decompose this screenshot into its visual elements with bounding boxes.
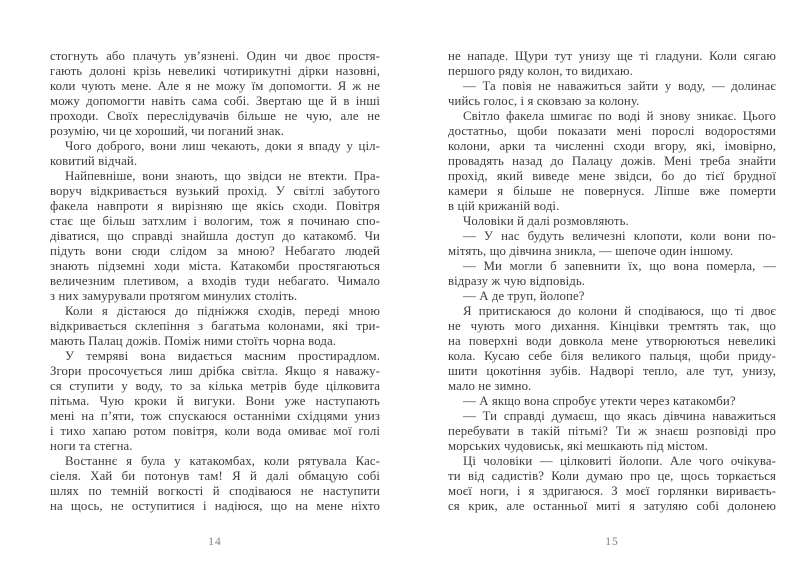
paragraph bbox=[448, 49, 776, 79]
paragraph bbox=[50, 454, 380, 514]
text-line: Востаннє я була у катакомбах, коли рятувала Кас- bbox=[65, 454, 380, 468]
text-line: факела навпроти я вирізняю ще якісь сходи. Повітря bbox=[50, 199, 380, 213]
text-line: Згори просочується лиш дрібка світла. Якщо я наважу- bbox=[50, 364, 380, 378]
paragraph bbox=[50, 49, 380, 139]
text-line: — У нас будуть величезні клопоти, коли вони по- bbox=[463, 229, 776, 243]
paragraph bbox=[50, 139, 380, 169]
text-line: проходи. Своїх переслідувачів більше не чую, але не bbox=[50, 109, 380, 123]
text-line: кола. Кусаю себе біля великого пальця, щоби приду- bbox=[448, 349, 776, 363]
text-line: мало не зимно. bbox=[448, 379, 532, 393]
text-line: Чого доброго, вони лиш чекають, доки я впаду у ціл- bbox=[65, 139, 380, 153]
book-page-left-text bbox=[50, 49, 380, 514]
text-line: Найпевніше, вони знають, що звідси не втекти. Пра- bbox=[65, 169, 380, 183]
text-line: ся ступити у воду, то за кілька метрів буде цілковита bbox=[50, 379, 380, 393]
paragraph bbox=[448, 109, 776, 214]
text-line: в цій крижаній воді. bbox=[448, 199, 560, 213]
text-line: Ці чоловіки — цілковиті йолопи. Але чого очікува- bbox=[463, 454, 776, 468]
text-line: — Ти справді думаєш, що якась дівчина наважиться bbox=[463, 409, 776, 423]
text-line: Світло факела шмигає по воді й знову зникає. Цього bbox=[463, 109, 776, 123]
page-number-right: 15 bbox=[605, 536, 619, 548]
text-line: знають підземні ходи міста. Катакомби простягаються bbox=[50, 259, 380, 273]
book-page-right-text bbox=[448, 49, 776, 514]
paragraph bbox=[448, 304, 776, 394]
text-line: ноги та стегна. bbox=[50, 439, 133, 453]
text-line: мають Палац дожів. Поміж ними стоїть чорна вода. bbox=[50, 334, 337, 348]
text-line: моєї ноги, і я здригаюся. З моєї горлянки вириваєть- bbox=[448, 484, 776, 498]
text-line: шити цокотіння зубів. Надворі тепло, але тут, унизу, bbox=[448, 364, 776, 378]
text-line: не чують мого дихання. Кінцівки тремтять так, що bbox=[448, 319, 776, 333]
text-line: першого ряду колон, то видихаю. bbox=[448, 64, 633, 78]
paragraph bbox=[448, 409, 776, 454]
text-line: — Ми могли б запевнити їх, що вона померла, — bbox=[463, 259, 776, 273]
text-line: ся крик, але останньої миті я затуляю собі долонею bbox=[448, 499, 776, 513]
text-line: стає ще більш затхлим і вологим, тож я починаю спо- bbox=[50, 214, 380, 228]
text-line: — Та повія не наважиться зайти у воду, — долинає bbox=[463, 79, 776, 93]
text-line: коли чують мене. Але я не можу їм допомогти. Я ж не bbox=[50, 79, 380, 93]
text-line: і тихо хапаю ротом повітря, коли вода омиває мої голі bbox=[50, 424, 380, 438]
paragraph bbox=[448, 79, 776, 109]
text-line: діватися, що справді знайшла доступ до катакомб. Чи bbox=[50, 229, 380, 243]
text-line: гають долоні крізь невеликі чотирикутні дірки назовні, bbox=[50, 64, 380, 78]
text-line: перебувати в такій пітьмі? Ти ж знаєш розповіді про bbox=[448, 424, 776, 438]
paragraph bbox=[50, 169, 380, 304]
paragraph bbox=[448, 214, 776, 229]
text-line: ти від садистів? Коли думаю про це, щось торкається bbox=[448, 469, 776, 483]
text-line: достатньо, щоби показати мені порослі водоростями bbox=[448, 124, 776, 138]
text-line: воруч відкривається вузький прохід. У світлі забутого bbox=[50, 184, 380, 198]
text-line: камери я більше не повернуся. Ліпше вже померти bbox=[448, 184, 776, 198]
text-line: — А де труп, йолопе? bbox=[463, 289, 585, 303]
text-line: провадять назад до Палацу дожів. Мені треба знайти bbox=[448, 154, 776, 168]
paragraph bbox=[448, 289, 776, 304]
text-line: стогнуть або плачуть ув’язнені. Один чи двоє простя- bbox=[50, 49, 380, 63]
text-line: пітьма. Чую кроки й вигуки. Вони уже наступають bbox=[50, 394, 380, 408]
text-line: Коли я дістаюся до підніжжя сходів, переді мною bbox=[65, 304, 380, 318]
text-line: колони, арки та численні сходи вгору, які, імовірно, bbox=[448, 139, 776, 153]
text-line: відразу ж чую відповідь. bbox=[448, 274, 586, 288]
text-line: мітять, що дівчина зникла, — шепоче один іншому. bbox=[448, 244, 734, 258]
text-line: сіеля. Хай би потонув там! Я й далі обмацую собі bbox=[50, 469, 380, 483]
paragraph bbox=[50, 304, 380, 349]
paragraph bbox=[448, 394, 776, 409]
text-line: з них замурували протягом минулих століть. bbox=[50, 289, 298, 303]
text-line: морських чудовиськ, які мешкають під містом. bbox=[448, 439, 708, 453]
text-line: шлях по темній вогкості й сподіваюся не наступити bbox=[50, 484, 380, 498]
paragraph bbox=[448, 454, 776, 514]
text-line: величезним плетивом, а входів туди небагато. Чимало bbox=[50, 274, 380, 288]
paragraph bbox=[448, 229, 776, 259]
text-line: ковитий відчай. bbox=[50, 154, 138, 168]
text-line: розумію, чи це хороший, чи поганий знак. bbox=[50, 124, 285, 138]
text-line: Чоловіки й далі розмовляють. bbox=[463, 214, 629, 228]
text-line: підуть вони сюди слідом за мною? Небагато людей bbox=[50, 244, 380, 258]
text-line: на поверхні води довкола мене утворюються невеликі bbox=[448, 334, 776, 348]
text-line: — А якщо вона спробує утекти через катакомби? bbox=[463, 394, 736, 408]
text-line: відкривається склепіння з багатьма колонами, які три- bbox=[50, 319, 380, 333]
text-line: можу допомогти навіть сама собі. Звертаю ще й в інші bbox=[50, 94, 380, 108]
text-line: мені на п’яти, тож спускаюся останніми східцями униз bbox=[50, 409, 380, 423]
text-line: не нападе. Щури тут унизу ще ті гладуни. Коли сягаю bbox=[448, 49, 776, 63]
text-line: У темряві вона видається масним простирадлом. bbox=[65, 349, 380, 363]
text-line: прохід, який виведе мене звідси, бо до тієї брудної bbox=[448, 169, 776, 183]
text-line: чийсь голос, і я сковзаю за колону. bbox=[448, 94, 640, 108]
text-line: Я притискаюся до колони й сподіваюся, що ті двоє bbox=[463, 304, 776, 318]
paragraph bbox=[448, 259, 776, 289]
paragraph bbox=[50, 349, 380, 454]
page-number-left: 14 bbox=[208, 536, 222, 548]
text-line: на щось, не оступитися і надіюся, що на мене ніхто bbox=[50, 499, 380, 513]
